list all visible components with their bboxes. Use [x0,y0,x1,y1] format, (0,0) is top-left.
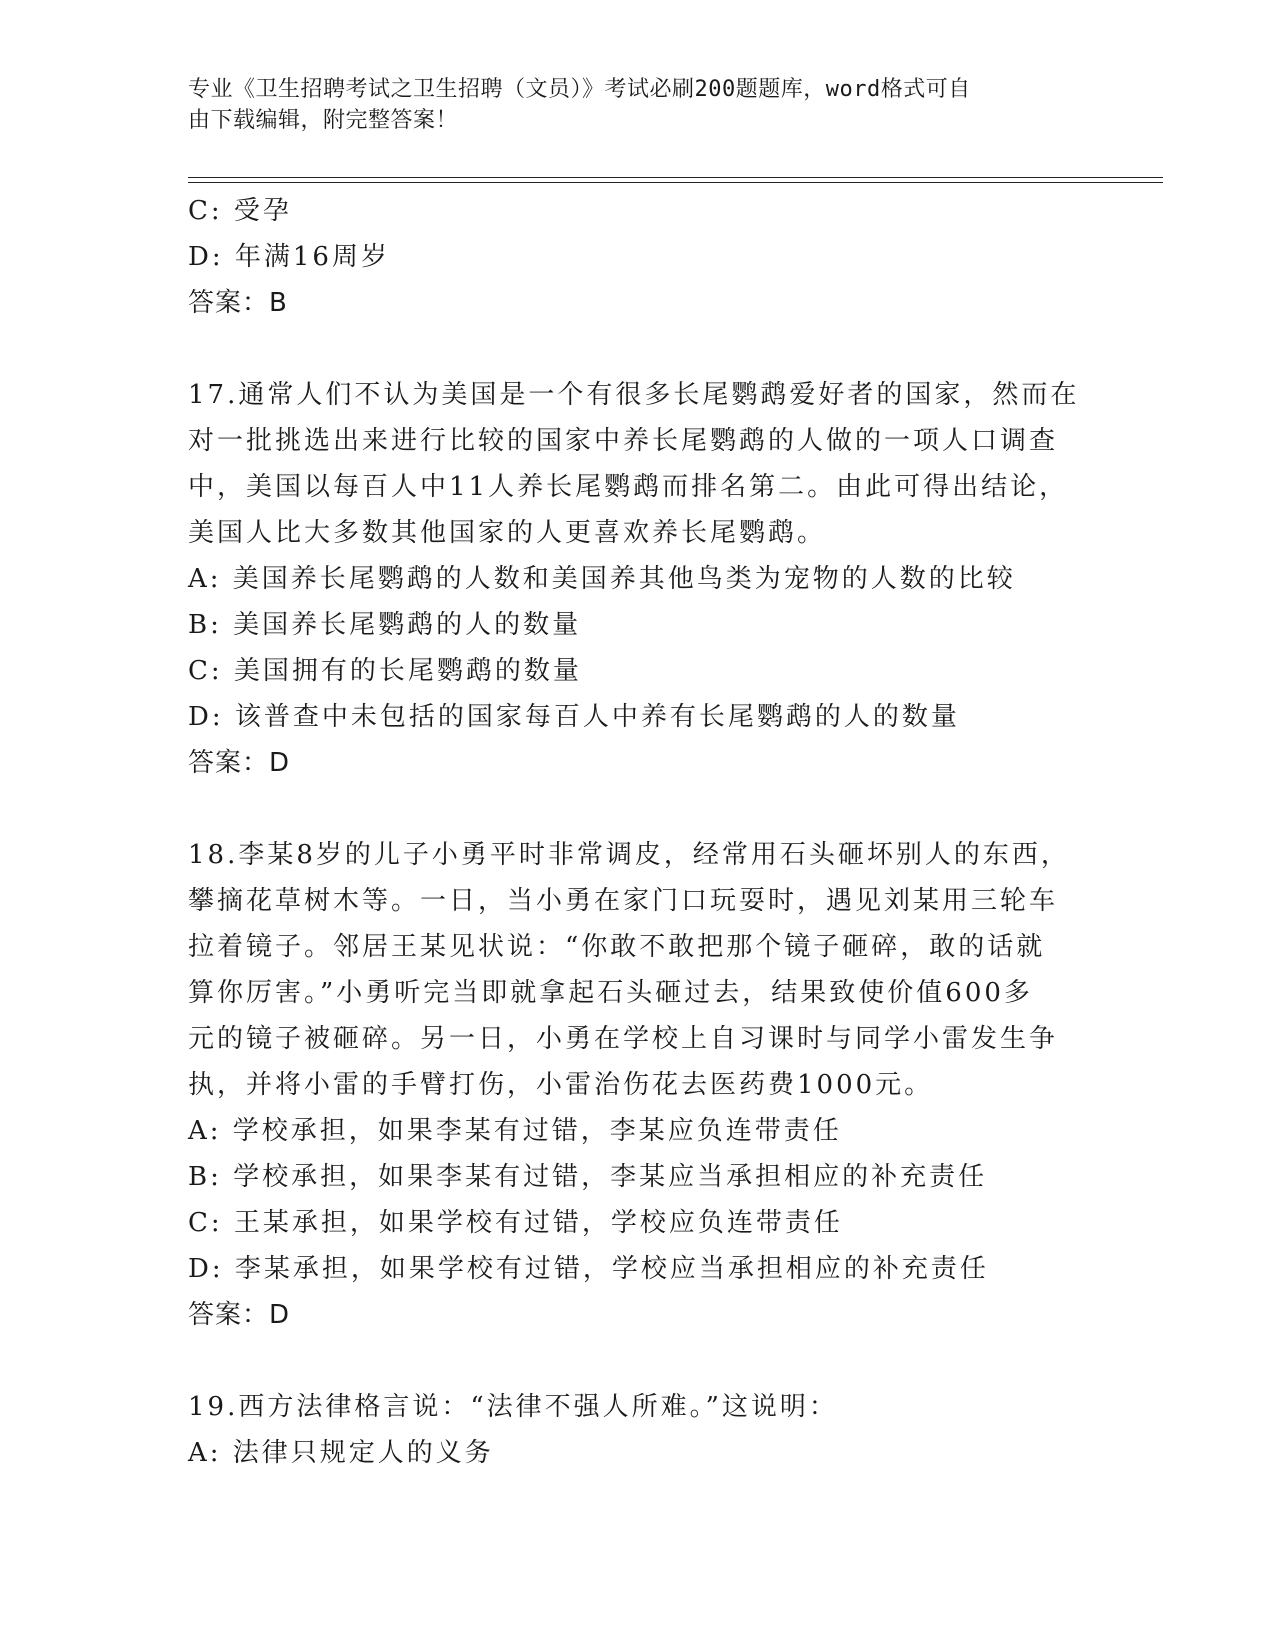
document-body [188,188,1088,1476]
answer-line: 答案：D [188,748,291,778]
spacer [188,326,1088,372]
question-block-continued [188,188,1088,326]
option-a: A: 美国养长尾鹦鹉的人数和美国养其他鸟类为宠物的人数的比较 [188,564,1016,594]
question-text-line: 元的镜子被砸碎。另一日，小勇在学校上自习课时与同学小雷发生争 [188,1024,1059,1054]
option-a: A: 学校承担，如果李某有过错，李某应负连带责任 [188,1116,842,1146]
spacer [188,786,1088,832]
header-line-1: 专业《卫生招聘考试之卫生招聘（文员）》考试必刷200题题库，word格式可自 [188,77,971,102]
question-text-line: 18.李某8岁的儿子小勇平时非常调皮，经常用石头砸坏别人的东西， [188,840,1070,870]
header-line-2: 由下载编辑，附完整答案！ [188,108,459,133]
question-text-line: 中，美国以每百人中11人养长尾鹦鹉而排名第二。由此可得出结论， [188,472,1069,502]
answer-line: 答案：D [188,1300,291,1330]
option-a: A: 法律只规定人的义务 [188,1438,494,1468]
question-text-line: 算你厉害。”小勇听完当即就拿起石头砸过去，结果致使价值600多 [188,978,1033,1008]
option-d: D: 年满16周岁 [188,242,390,272]
option-b: B: 美国养长尾鹦鹉的人的数量 [188,610,582,640]
option-b: B: 学校承担，如果李某有过错，李某应当承担相应的补充责任 [188,1162,988,1192]
question-17 [188,372,1088,786]
header-rule-top [188,177,1163,178]
question-text-line: 17.通常人们不认为美国是一个有很多长尾鹦鹉爱好者的国家，然而在 [188,380,1080,410]
question-text-line: 19.西方法律格言说：“法律不强人所难。”这说明： [188,1392,838,1422]
question-text-line: 攀摘花草树木等。一日，当小勇在家门口玩耍时，遇见刘某用三轮车 [188,886,1059,916]
question-text-line: 执，并将小雷的手臂打伤，小雷治伤花去医药费1000元。 [188,1070,934,1100]
question-19 [188,1384,1088,1476]
header-rule-bottom [188,182,1163,183]
document-header [188,74,1068,136]
option-c: C: 美国拥有的长尾鹦鹉的数量 [188,656,582,686]
question-18 [188,832,1088,1338]
question-text-line: 拉着镜子。邻居王某见状说：“你敢不敢把那个镜子砸碎，敢的话就 [188,932,1046,962]
question-text-line: 对一批挑选出来进行比较的国家中养长尾鹦鹉的人做的一项人口调查 [188,426,1059,456]
answer-line: 答案：B [188,288,288,318]
question-text-line: 美国人比大多数其他国家的人更喜欢养长尾鹦鹉。 [188,518,827,548]
spacer [188,1338,1088,1384]
option-c: C: 王某承担，如果学校有过错，学校应负连带责任 [188,1208,843,1238]
option-c: C: 受孕 [188,196,292,226]
option-d: D: 李某承担，如果学校有过错，学校应当承担相应的补充责任 [188,1254,989,1284]
option-d: D: 该普查中未包括的国家每百人中养有长尾鹦鹉的人的数量 [188,702,960,732]
